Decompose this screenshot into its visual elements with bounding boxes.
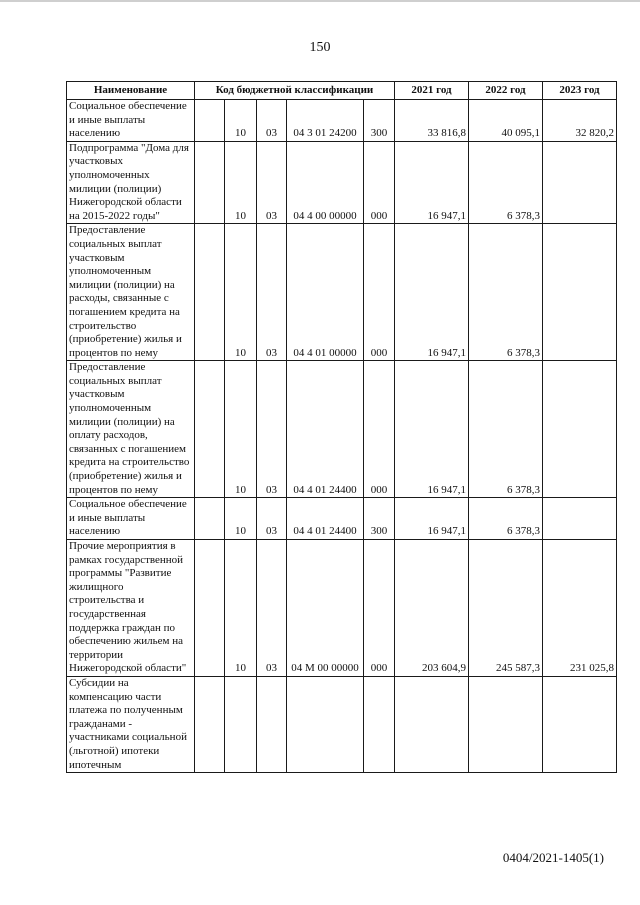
amount-2023 [543, 141, 617, 224]
spacer-cell [195, 498, 225, 540]
row-name: Предоставление социальных выплат участковым уполномоченным милиции (полиции) на оплату расходов, связанных с погашением кредита на строительство (приобретение) жилья и процентов по нему [67, 361, 195, 498]
amount-2021: 16 947,1 [395, 361, 469, 498]
spacer-cell [195, 100, 225, 142]
amount-2022: 40 095,1 [469, 100, 543, 142]
table-row [67, 361, 617, 498]
code-target: 04 4 01 00000 [287, 224, 364, 361]
amount-2022 [469, 676, 543, 772]
row-name: Подпрограмма "Дома для участковых уполномоченных милиции (полиции) Нижегородской области на 2015-2022 годы" [67, 141, 195, 224]
amount-2022: 6 378,3 [469, 224, 543, 361]
code-target: 04 4 01 24400 [287, 361, 364, 498]
amount-2021: 16 947,1 [395, 498, 469, 540]
row-name: Предоставление социальных выплат участковым уполномоченным милиции (полиции) на расходы, связанные с погашением кредита на строительство (приобретение) жилья и процентов по нему [67, 224, 195, 361]
code-section: 10 [225, 540, 257, 677]
header-2021: 2021 год [395, 82, 469, 100]
code-subsection: 03 [257, 498, 287, 540]
amount-2023 [543, 361, 617, 498]
code-section: 10 [225, 141, 257, 224]
page-number: 150 [309, 40, 331, 55]
code-expense-type: 000 [364, 224, 395, 361]
code-section [225, 676, 257, 772]
code-subsection [257, 676, 287, 772]
code-subsection: 03 [257, 100, 287, 142]
header-budget-code: Код бюджетной классификации [195, 82, 395, 100]
row-name: Субсидии на компенсацию части платежа по полученным гражданами - участниками социальной (льготной) ипотеки ипотечным [67, 676, 195, 772]
code-section: 10 [225, 100, 257, 142]
amount-2023 [543, 676, 617, 772]
amount-2023: 231 025,8 [543, 540, 617, 677]
row-name: Социальное обеспечение и иные выплаты населению [67, 100, 195, 142]
amount-2023 [543, 498, 617, 540]
header-name: Наименование [67, 82, 195, 100]
code-target: 04 4 01 24400 [287, 498, 364, 540]
amount-2021: 33 816,8 [395, 100, 469, 142]
amount-2023: 32 820,2 [543, 100, 617, 142]
code-expense-type: 300 [364, 498, 395, 540]
budget-table [66, 81, 617, 773]
code-subsection: 03 [257, 540, 287, 677]
code-section: 10 [225, 224, 257, 361]
amount-2021 [395, 676, 469, 772]
code-section: 10 [225, 361, 257, 498]
document-code: 0404/2021-1405(1) [502, 850, 604, 865]
code-expense-type: 000 [364, 540, 395, 677]
spacer-cell [195, 141, 225, 224]
spacer-cell [195, 224, 225, 361]
row-name: Социальное обеспечение и иные выплаты населению [67, 498, 195, 540]
code-subsection: 03 [257, 224, 287, 361]
amount-2022: 6 378,3 [469, 498, 543, 540]
code-subsection: 03 [257, 141, 287, 224]
amount-2021: 16 947,1 [395, 224, 469, 361]
amount-2023 [543, 224, 617, 361]
table-row [67, 676, 617, 772]
amount-2022: 6 378,3 [469, 141, 543, 224]
header-row [67, 82, 617, 100]
code-expense-type: 000 [364, 361, 395, 498]
spacer-cell [195, 676, 225, 772]
spacer-cell [195, 361, 225, 498]
amount-2022: 6 378,3 [469, 361, 543, 498]
table-row [67, 141, 617, 224]
code-expense-type: 000 [364, 141, 395, 224]
header-2022: 2022 год [469, 82, 543, 100]
spacer-cell [195, 540, 225, 677]
code-section: 10 [225, 498, 257, 540]
code-target: 04 4 00 00000 [287, 141, 364, 224]
code-expense-type [364, 676, 395, 772]
table-row [67, 100, 617, 142]
table-row [67, 540, 617, 677]
table-row [67, 498, 617, 540]
row-name: Прочие мероприятия в рамках государственной программы "Развитие жилищного строительства и государственная поддержка граждан по обеспечению жильем на территории Нижегородской области" [67, 540, 195, 677]
amount-2021: 203 604,9 [395, 540, 469, 677]
amount-2022: 245 587,3 [469, 540, 543, 677]
code-target: 04 3 01 24200 [287, 100, 364, 142]
header-2023: 2023 год [543, 82, 617, 100]
code-target: 04 М 00 00000 [287, 540, 364, 677]
code-subsection: 03 [257, 361, 287, 498]
amount-2021: 16 947,1 [395, 141, 469, 224]
top-divider [0, 0, 640, 2]
code-expense-type: 300 [364, 100, 395, 142]
code-target [287, 676, 364, 772]
table-row [67, 224, 617, 361]
